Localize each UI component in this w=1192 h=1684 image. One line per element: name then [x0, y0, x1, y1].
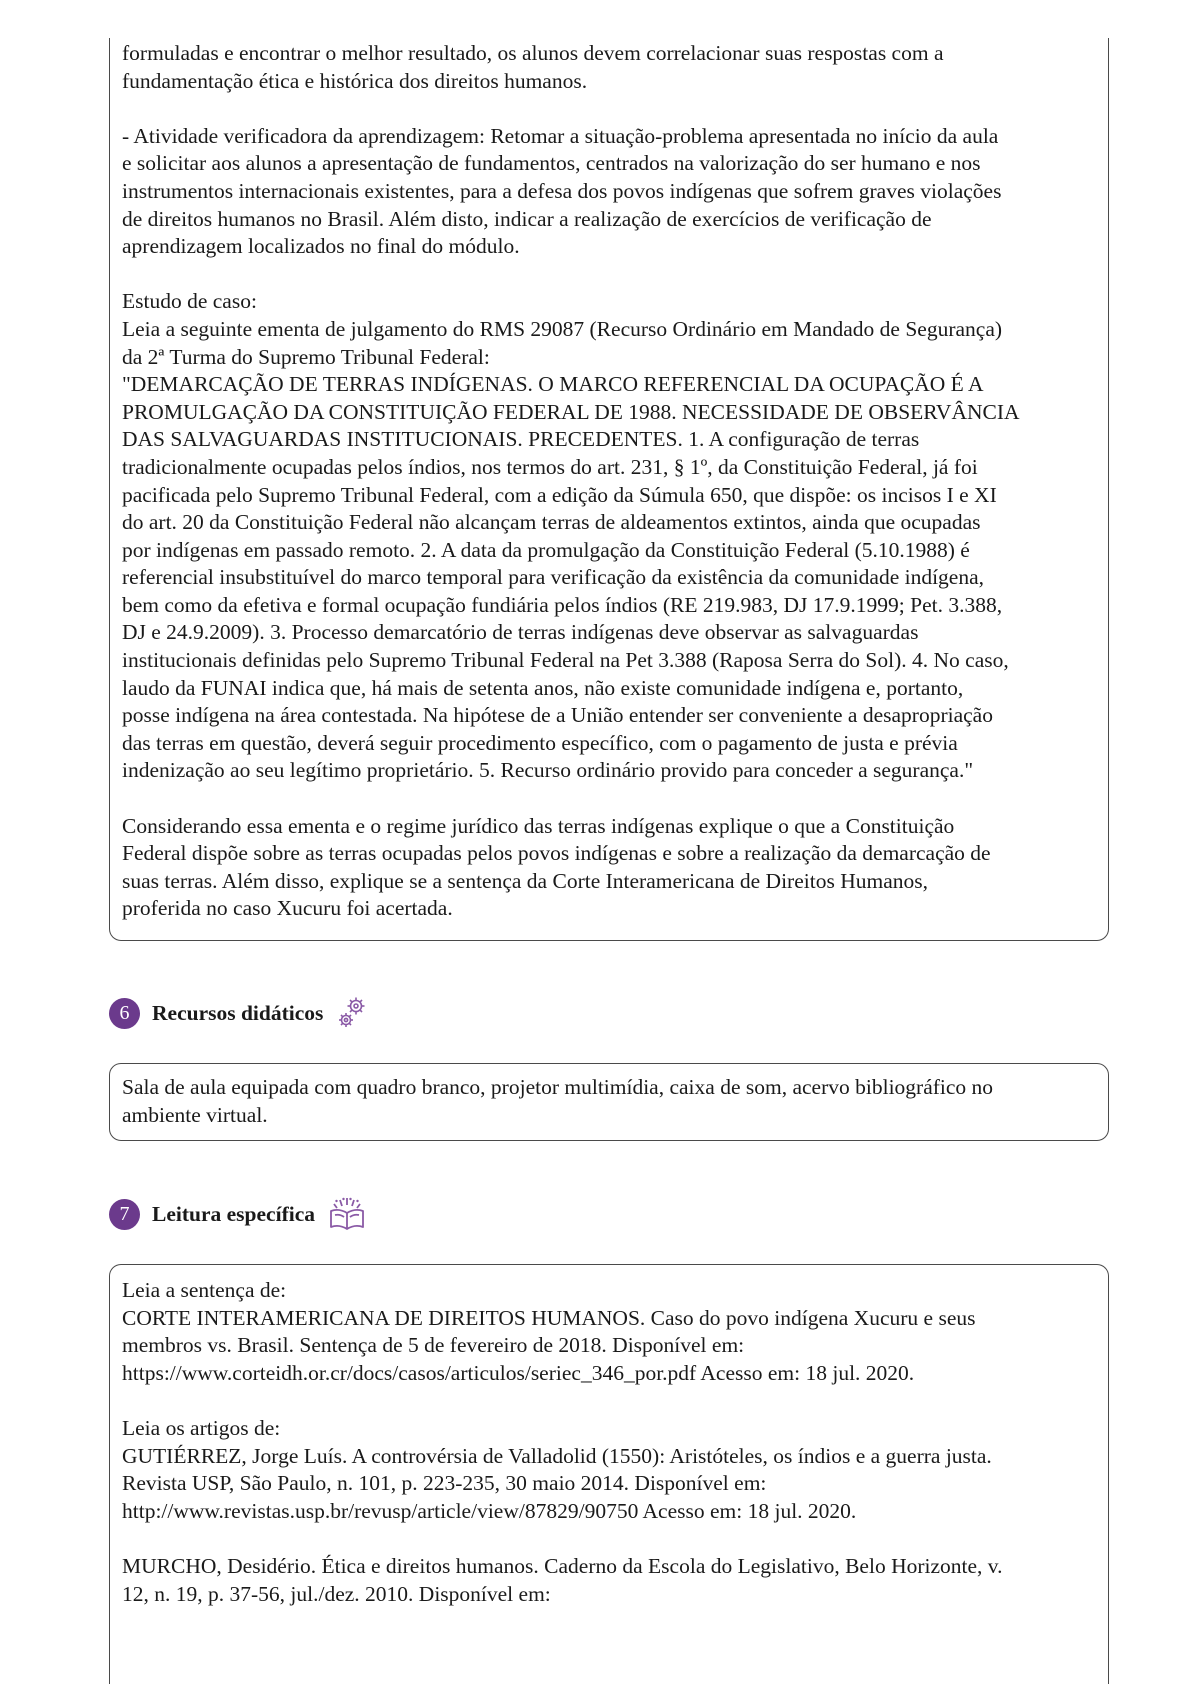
section-heading-leitura	[109, 1197, 367, 1231]
resources-box	[109, 1063, 1109, 1141]
reading-box	[109, 1264, 1109, 1684]
paragraph-learning-activity: - Atividade verificadora da aprendizagem: Retomar a situação-problema apresentada no início da aula e solicitar aos alunos a apresentação de fundamentos, centrados na valorização do ser humano e nos instrumentos internacionais existentes, para a defesa dos povos indígenas que sofrem graves violações de direitos humanos no Brasil. Além disto, indicar a realização de exercícios de verificação de aprendizagem localizados no final do módulo.	[122, 123, 1002, 259]
reading-paragraph-sentence: Leia a sentença de: CORTE INTERAMERICANA DE DIREITOS HUMANOS. Caso do povo indígena Xucuru e seus membros vs. Brasil. Sentença de 5 de fevereiro de 2018. Disponível em: https://www.corteidh.or.cr/docs/casos/articulos/seriec_346_por.pdf Acesso em: 18 jul. 2020.	[122, 1278, 976, 1385]
section-heading-recursos	[109, 996, 369, 1030]
section-number-badge: 7	[109, 1199, 140, 1230]
open-book-icon	[327, 1195, 367, 1233]
section-title: Recursos didáticos	[152, 1000, 324, 1025]
section-number-badge: 6	[109, 998, 140, 1029]
paragraph-intro: formuladas e encontrar o melhor resultado, os alunos devem correlacionar suas respostas com a fundamentação ética e histórica dos direitos humanos.	[122, 41, 944, 93]
paragraph-question: Considerando essa ementa e o regime jurídico das terras indígenas explique o que a Constituição Federal dispõe sobre as terras ocupadas pelos povos indígenas e sobre a realização da demarcação de suas terras. Além disso, explique se a sentença da Corte Interamericana de Direitos Humanos, proferida no caso Xucuru foi acertada.	[122, 813, 991, 921]
gears-icon	[335, 995, 369, 1031]
resources-text: Sala de aula equipada com quadro branco, projetor multimídia, caixa de som, acervo bibliográfico no ambiente virtual.	[122, 1075, 994, 1127]
activity-box	[109, 38, 1109, 941]
section-title: Leitura específica	[152, 1201, 315, 1226]
paragraph-case-study: Estudo de caso: Leia a seguinte ementa de julgamento do RMS 29087 (Recurso Ordinário em Mandado de Segurança) da 2ª Turma do Supremo Tribunal Federal: "DEMARCAÇÃO DE TERRAS INDÍGENAS. O MARCO REFERENCIAL DA OCUPAÇÃO É A PROMULGAÇÃO DA CONSTITUIÇÃO FEDERAL DE 1988. NECESSIDADE DE OBSERVÂNCIA DAS SALVAGUARDAS INSTITUCIONAIS. PRECEDENTES. 1. A configuração de terras tradicionalmente ocupadas pelos índios, nos termos do art. 231, § 1º, da Constituição Federal, já foi pacificada pelo Supremo Tribunal Federal, com a edição da Súmula 650, que dispõe: os incisos I e XI do art. 20 da Constituição Federal não alcançam terras de aldeamentos extintos, ainda que ocupadas por indígenas em passado remoto. 2. A data da promulgação da Constituição Federal (5.10.1988) é referencial insubstituível do marco temporal para verificação da existência da comunidade indígena, bem como da efetiva e formal ocupação fundiária pelos índios (RE 219.983, DJ 17.9.1999; Pet. 3.388, DJ e 24.9.2009). 3. Processo demarcatório de terras indígenas deve observar as salvaguardas institucionais definidas pelo Supremo Tribunal Federal na Pet 3.388 (Raposa Serra do Sol). 4. No caso, laudo da FUNAI indica que, há mais de setenta anos, não existe comunidade indígena e, portanto, posse indígena na área contestada. Na hipótese de a União entender ser conveniente a desapropriação das terras em questão, deverá seguir procedimento específico, com o pagamento de justa e prévia indenização ao seu legítimo proprietário. 5. Recurso ordinário provido para conceder a segurança."	[122, 289, 1020, 783]
reading-paragraph-articles: Leia os artigos de: GUTIÉRREZ, Jorge Luís. A controvérsia de Valladolid (1550): Aristóteles, os índios e a guerra justa. Revista USP, São Paulo, n. 101, p. 223-235, 30 maio 2014. Disponível em: http://www.revistas.usp.br/revusp/article/view/87829/90750 Acesso em: 18 jul. 2020.	[122, 1415, 992, 1523]
reading-paragraph-murcho: MURCHO, Desidério. Ética e direitos humanos. Caderno da Escola do Legislativo, Belo Horizonte, v. 12, n. 19, p. 37-56, jul./dez. 2010. Disponível em:	[122, 1553, 1003, 1606]
